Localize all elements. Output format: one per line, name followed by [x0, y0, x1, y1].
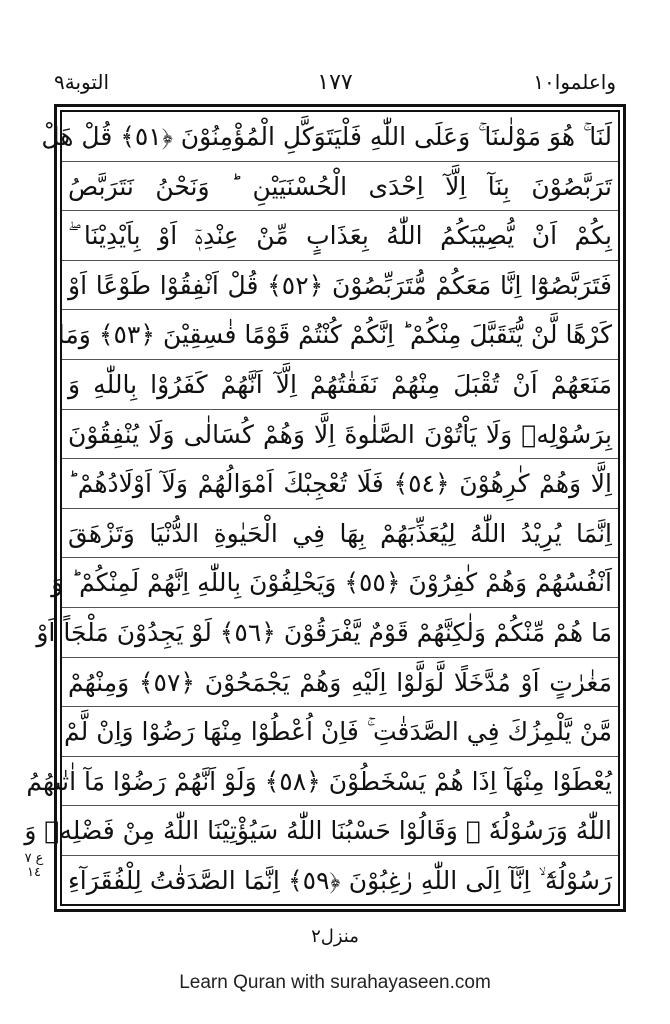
verse-line: مَا هُمْ مِّنْكُمْ وَلٰكِنَّهُمْ قَوْمٌ يَّفْرَقُوْنَ ﴿٥٦﴾ لَوْ يَجِدُوْنَ مَلْجَاً اَوْ: [62, 608, 618, 658]
verse-line: مَّنْ يَّلْمِزُكَ فِي الصَّدَقٰتِ ۚ فَاِنْ اُعْطُوْا مِنْهَا رَضُوْا وَاِنْ لَّمْ: [62, 707, 618, 757]
verse-line: مَغٰرٰتٍ اَوْ مُدَّخَلًا لَّوَلَّوْا اِلَيْهِ وَهُمْ يَجْمَحُوْنَ ﴿٥٧﴾ وَمِنْهُمْ: [62, 658, 618, 708]
manzil-label: منزل٢: [311, 926, 359, 947]
verse-line: تَرَبَّصُوْنَ بِنَآ اِلَّآ اِحْدَى الْحُسْنَيَيْنِ ؕ وَنَحْنُ نَتَرَبَّصُ: [62, 162, 618, 212]
verse-line: اللّٰهُ وَرَسُوْلُهٗ ۙ وَقَالُوْا حَسْبُنَا اللّٰهُ سَيُؤْتِيْنَا اللّٰهُ مِنْ فَضْلِهٖ وَ: [62, 806, 618, 856]
verse-line: بِرَسُوْلِهٖ وَلَا يَاْتُوْنَ الصَّلٰوةَ اِلَّا وَهُمْ كُسَالٰى وَلَا يُنْفِقُوْنَ: [62, 410, 618, 460]
verse-line: اِنَّمَا يُرِيْدُ اللّٰهُ لِيُعَذِّبَهُمْ بِهَا فِي الْحَيٰوةِ الدُّنْيَا وَتَزْهَقَ: [62, 509, 618, 559]
para-name: واعلموا١٠: [533, 70, 616, 94]
verse-line: يُعْطَوْا مِنْهَآ اِذَا هُمْ يَسْخَطُوْنَ ﴿٥٨﴾ وَلَوْ اَنَّهُمْ رَضُوْا مَآ اٰتٰىهُمُ: [62, 757, 618, 807]
verse-line: اِلَّا وَهُمْ كٰرِهُوْنَ ﴿٥٤﴾ فَلَا تُعْجِبْكَ اَمْوَالُهُمْ وَلَآ اَوْلَادُهُمْ ؕ: [62, 459, 618, 509]
verse-line: لَنَا ۚ هُوَ مَوْلٰىنَا ۚ وَعَلَى اللّٰهِ فَلْيَتَوَكَّلِ الْمُؤْمِنُوْنَ ﴿٥١﴾ قُلْ هَلْ: [62, 112, 618, 162]
ruku-marker: ع ٧ ١٤: [24, 851, 44, 880]
verse-line: رَسُوْلُهٗٓ ۙ اِنَّآ اِلَى اللّٰهِ رٰغِبُوْنَ ﴿٥٩﴾ اِنَّمَا الصَّدَقٰتُ لِلْفُقَرَآءِ: [68, 865, 612, 895]
verse-line: مَنَعَهُمْ اَنْ تُقْبَلَ مِنْهُمْ نَفَقٰتُهُمْ اِلَّآ اَنَّهُمْ كَفَرُوْا بِاللّٰهِ وَ: [62, 360, 618, 410]
verse-line: كَرْهًا لَّنْ يُّتَقَبَّلَ مِنْكُمْ ؕ اِنَّكُمْ كُنْتُمْ قَوْمًا فٰسِقِيْنَ ﴿٥٣﴾ وَمَا: [62, 310, 618, 360]
verse-line: فَتَرَبَّصُوْٓا اِنَّا مَعَكُمْ مُّتَرَبِّصُوْنَ ﴿٥٢﴾ قُلْ اَنْفِقُوْا طَوْعًا اَوْ: [62, 261, 618, 311]
credit-text: Learn Quran with surahayaseen.com: [179, 972, 491, 993]
verse-line: بِكُمْ اَنْ يُّصِيْبَكُمُ اللّٰهُ بِعَذَابٍ مِّنْ عِنْدِهٖٓ اَوْ بِاَيْدِيْنَا ۖ: [62, 211, 618, 261]
page-number: ١٧٧: [317, 70, 353, 95]
verse-line: اَنْفُسُهُمْ وَهُمْ كٰفِرُوْنَ ﴿٥٥﴾ وَيَحْلِفُوْنَ بِاللّٰهِ اِنَّهُمْ لَمِنْكُمْ ؕ وَ: [62, 558, 618, 608]
surah-name: التوبة٩: [54, 70, 110, 94]
